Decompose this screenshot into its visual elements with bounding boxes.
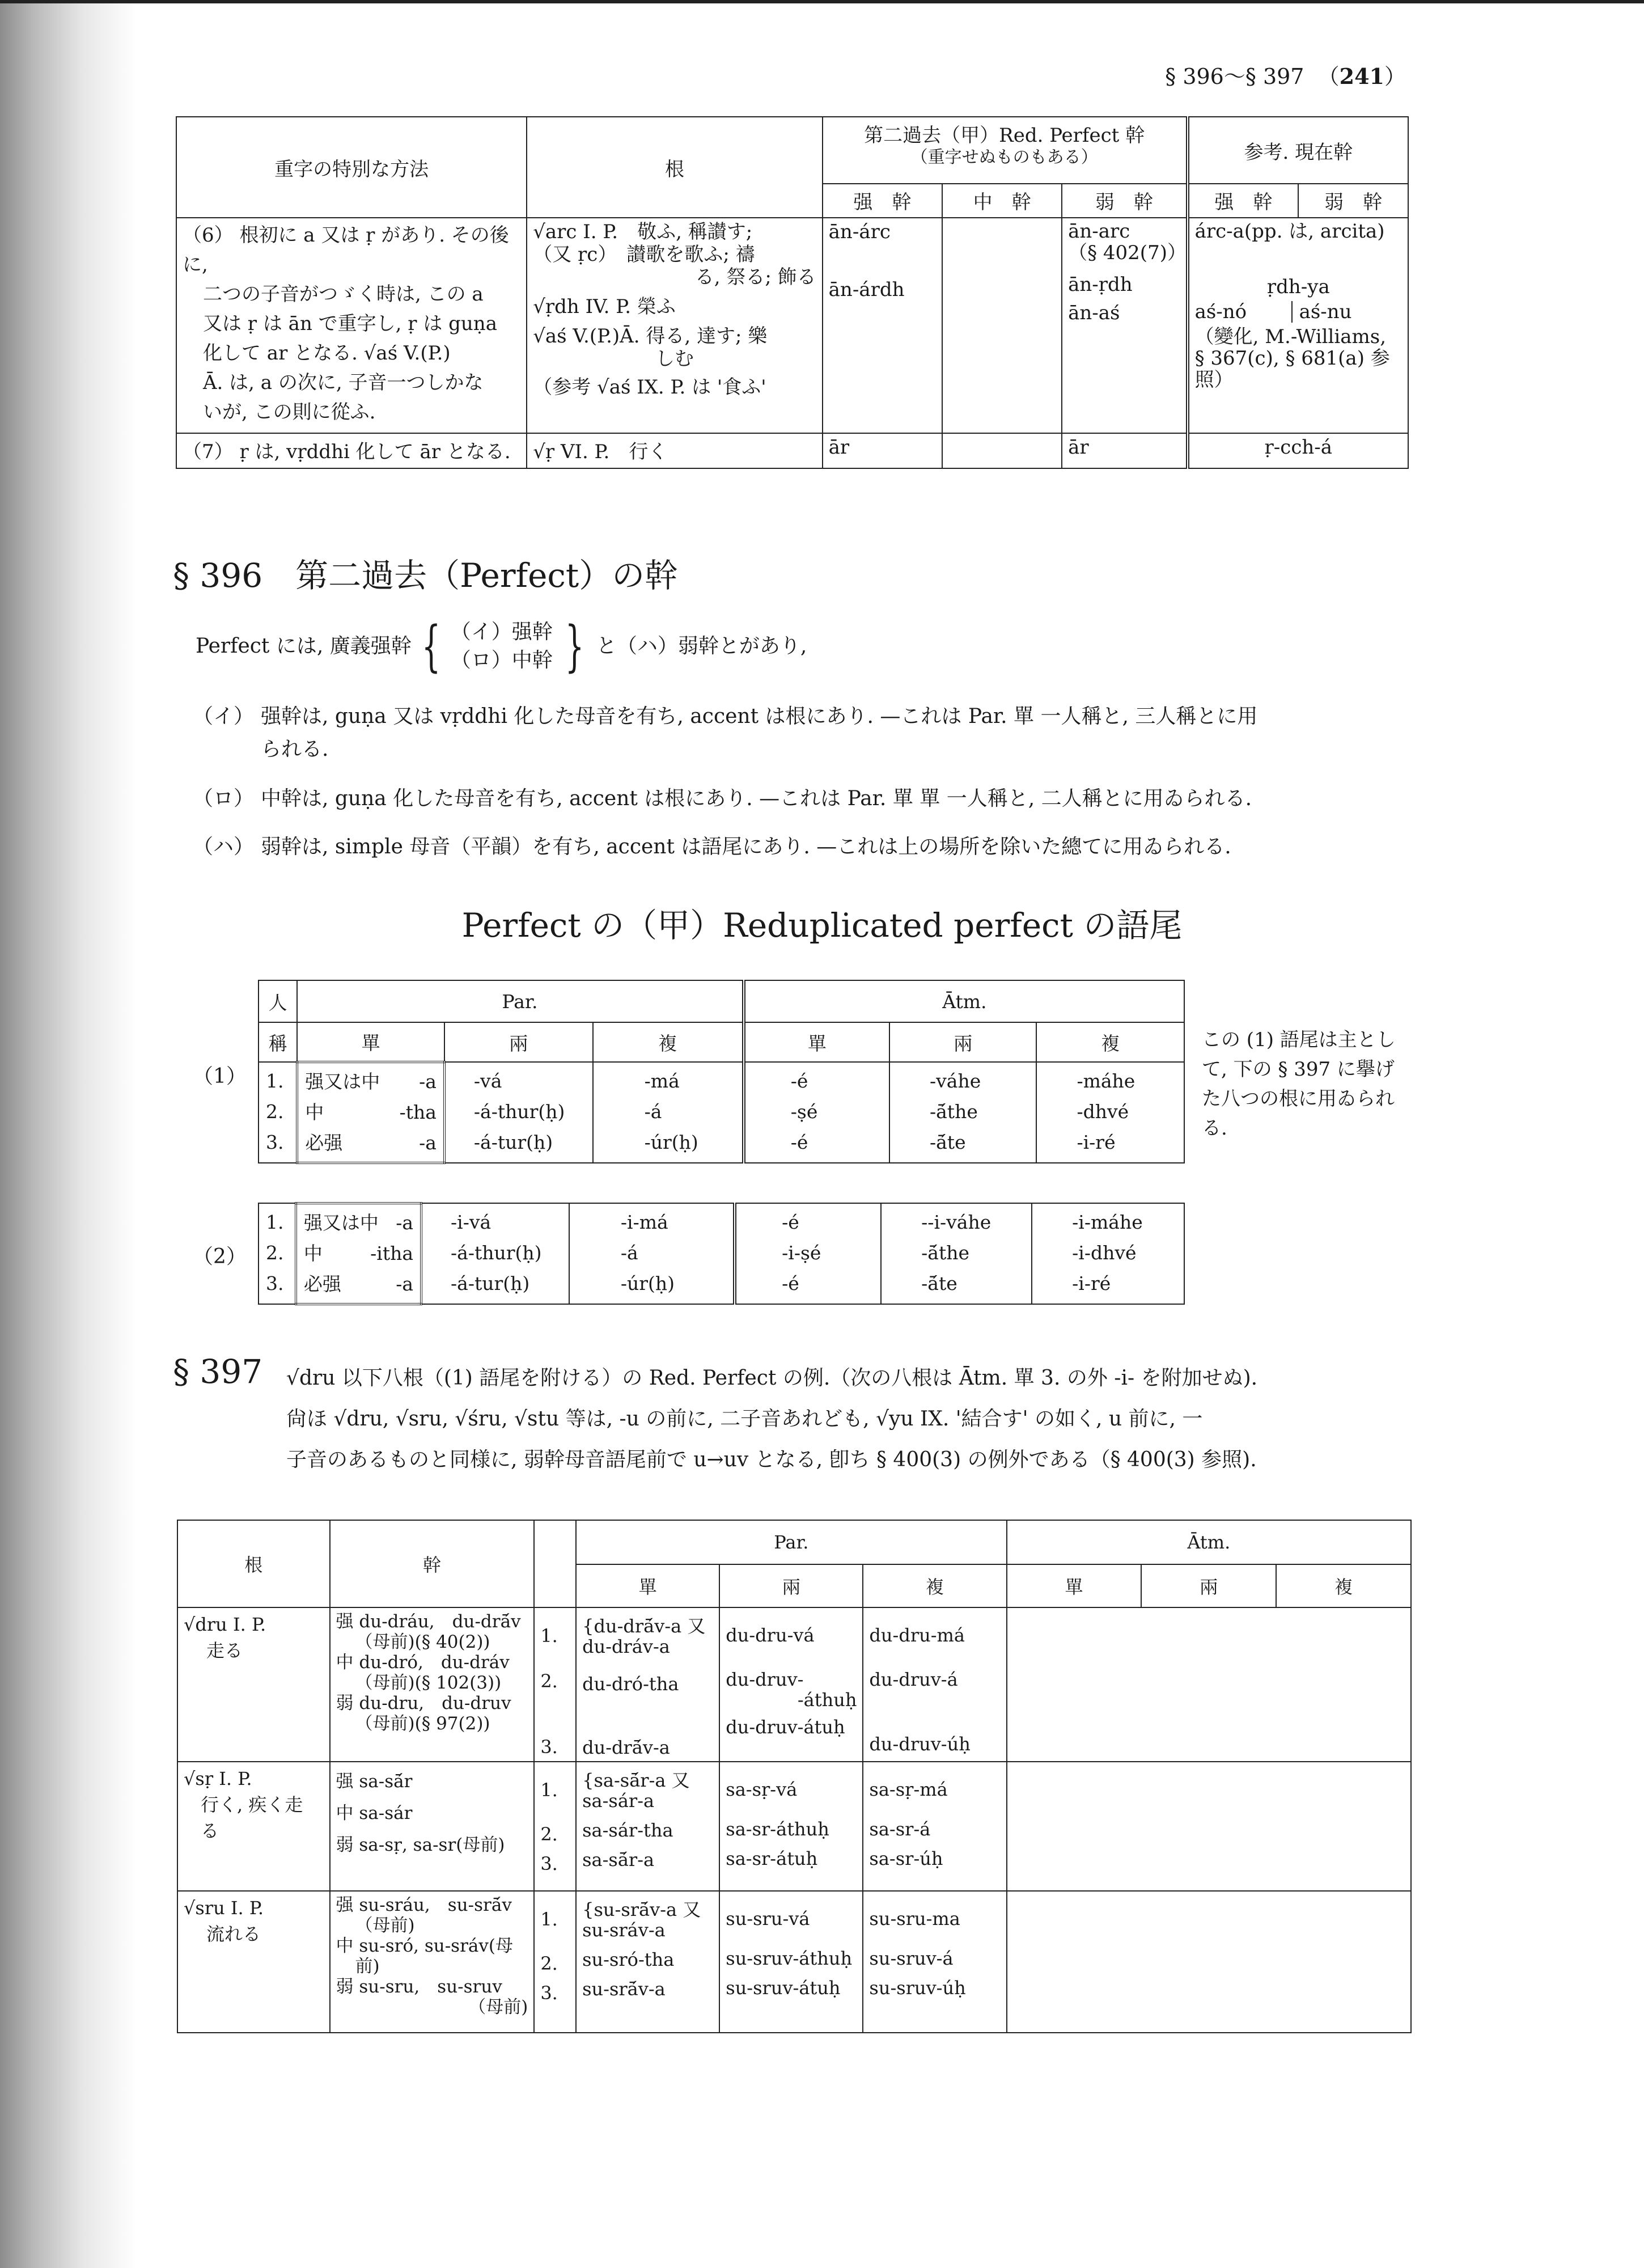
set1-par-sg: 强又は中 -a 中 -tha 必强 -a: [297, 1062, 444, 1163]
sub-middle: 中 幹: [942, 184, 1062, 218]
person-label-top: 人: [259, 980, 297, 1022]
right-brace: }: [565, 615, 584, 678]
set1-atm-du: -váhe -ā́the -ā́te: [889, 1062, 1036, 1163]
ref-strong-form: aś-nó: [1195, 301, 1293, 323]
t3-row-sr-du: sa-sṛ-vá sa-sr-áthuḥ sa-sr-átuḥ: [719, 1762, 863, 1891]
set2-atm-sg: -é -i-ṣé -é: [735, 1203, 881, 1304]
t3-atm-pl: 複: [1276, 1564, 1411, 1607]
t3-row-dru-sg: {du-drā́v-a 又 du-dráv-a du-dró-tha du-drā́v-a: [576, 1607, 719, 1762]
sub-weak: 弱 幹: [1062, 184, 1187, 218]
t3-row-sr-atm: [1007, 1762, 1411, 1891]
set2-label: （2）: [193, 1245, 247, 1268]
t3-par-header: Par.: [576, 1520, 1006, 1564]
t3-row-dru-du: du-dru-vá du-druv- -áthuḥ du-druv-átuḥ: [719, 1607, 863, 1762]
atm-pl-header: 複: [1036, 1022, 1184, 1062]
t3-root-header: 根: [177, 1520, 330, 1607]
t3-row-sru-root: √sru I. P. 流れる: [177, 1891, 330, 2033]
ref-weak-form: aś-nu: [1299, 301, 1352, 323]
special-reduplication-table: [176, 116, 1409, 469]
left-brace: {: [421, 615, 441, 678]
atm-du-header: 兩: [889, 1022, 1036, 1062]
section-397-number: § 397: [173, 1352, 263, 1391]
red-perfect-examples-table: [177, 1520, 1412, 2033]
row6-root: √arc I. P. 敬ふ, 稱讃す; （又 ṛc） 讃歌を歌ふ; 禱 る, 祭る; 飾る √ṛdh IV. P. 榮ふ √aś V.(P.)Ā. 得る, 達す; 樂 しむ （参考 √aś IX. P. は '食ふ': [527, 218, 822, 433]
scan-shadow: [0, 0, 136, 2268]
t3-row-sru-pl: su-sru-ma su-sruv-á su-sruv-úḥ: [863, 1891, 1006, 2033]
set1-par-du: -vá -á-thur(ḥ) -á-tur(ḥ): [444, 1062, 593, 1163]
t3-atm-du: 兩: [1141, 1564, 1276, 1607]
t3-row-dru-root: √dru I. P. 走る: [177, 1607, 330, 1762]
t3-row-dru-pl: du-dru-má du-druv-á du-druv-úḥ: [863, 1607, 1006, 1762]
t3-par-sg: 單: [576, 1564, 719, 1607]
t3-par-pl: 複: [863, 1564, 1006, 1607]
row6-weak: ān-arc （§ 402(7)） ān-ṛdh ān-aś: [1062, 218, 1187, 433]
set2-par-sg: 强又は中 -a 中 -itha 必强 -a: [296, 1203, 421, 1304]
row7-method: （7） ṛ は, vṛddhi 化して ār となる.: [176, 433, 527, 468]
t3-row-dru-stem: 强 du-dráu, du-drā́v （母前)(§ 40(2)) 中 du-dró, du-dráv （母前)(§ 102(3)) 弱 du-dru, du-druv （母前)(§ 97(2)): [330, 1607, 535, 1762]
t3-atm-sg: 單: [1007, 1564, 1142, 1607]
row7-root: √ṛ VI. P. 行く: [527, 433, 822, 468]
set1-label: （1）: [193, 1065, 247, 1088]
set2-atm-pl: -i-máhe -i-dhvé -i-ré: [1032, 1203, 1184, 1304]
set2-par-pl: -i-má -á -úr(ḥ): [569, 1203, 735, 1304]
set1-atm-sg: -é -ṣé -é: [744, 1062, 889, 1163]
row7-weak: ār: [1062, 433, 1187, 468]
t3-row-dru-atm: [1007, 1607, 1411, 1762]
t3-row-sru-atm: [1007, 1891, 1411, 2033]
t3-row-dru-nums: 1. 2. 3.: [534, 1607, 576, 1762]
col-perfect-header: [823, 117, 1188, 184]
perfect-stem-intro: Perfect には, 廣義强幹 { （イ）强幹 （ロ）中幹 } と（ハ）弱幹とがあり,: [196, 615, 807, 678]
atm-header: Ātm.: [744, 980, 1184, 1022]
par-header: Par.: [297, 980, 743, 1022]
set1-numbers: 1. 2. 3.: [259, 1062, 297, 1163]
stem-item-ha: （ハ） 弱幹は, simple 母音（平韻）を有ち, accent は語尾にあり. —これは上の場所を除いた總てに用ゐられる.: [193, 835, 1231, 858]
t3-row-sru-sg: {su-srā́v-a 又 su-sráv-a su-sró-tha su-srā́v-a: [576, 1891, 719, 2033]
page-number: 241: [1339, 64, 1384, 89]
row6-middle: [942, 218, 1062, 433]
t3-row-sru-nums: 1. 2. 3.: [534, 1891, 576, 2033]
col-root-header: 根: [527, 117, 822, 218]
t3-row-sr-sg: {sa-sā́r-a 又 sa-sár-a sa-sár-tha sa-sā́r-a: [576, 1762, 719, 1891]
ref-weak: 弱 幹: [1298, 184, 1408, 218]
t3-row-sru-stem: 强 su-sráu, su-srā́v （母前) 中 su-sró, su-sráv(母 前) 弱 su-sru, su-sruv （母前): [330, 1891, 535, 2033]
section-397-text: √dru 以下八根（(1) 語尾を附ける）の Red. Perfect の例.（次の八根は Ātm. 單 3. の外 -i- を附加せぬ). 尙ほ √dru, √sru, √śru, √stu 等は, -u の前に, 二子音あれども, √yu IX. '結合す' の如く, u 前に, 一 子音のあるものと同様に, 弱幹母音語尾前で u→uv となる, 卽ち § 400(3) の例外である（§ 400(3) 参照).: [286, 1366, 1258, 1471]
atm-sg-header: 單: [744, 1022, 889, 1062]
section-396-title: § 396 第二過去（Perfect）の幹: [173, 556, 678, 595]
par-pl-header: 複: [593, 1022, 744, 1062]
set2-par-du: -i-vá -á-thur(ḥ) -á-tur(ḥ): [421, 1203, 569, 1304]
t3-row-sr-stem: 强 sa-sā́r 中 sa-sár 弱 sa-sṛ, sa-sr(母前): [330, 1762, 535, 1891]
t3-row-sr-nums: 1. 2. 3.: [534, 1762, 576, 1891]
row7-ref: ṛ-cch-á: [1188, 433, 1408, 468]
row7-strong: ār: [823, 433, 943, 468]
col-ref-header: 参考. 現在幹: [1188, 117, 1408, 184]
sub-strong: 强 幹: [823, 184, 943, 218]
set1-par-pl: -má -á -úr(ḥ): [593, 1062, 744, 1163]
page-header: § 396〜§ 397 （241）: [1165, 64, 1406, 89]
stem-item-i: （イ） 强幹は, guṇa 又は vṛddhi 化した母音を有ち, accent は根にあり. —これは Par. 單 一人稱と, 三人稱とに用 られる.: [193, 705, 1258, 761]
header-sections: § 396〜§ 397: [1165, 64, 1304, 89]
t3-row-sr-root: √sṛ I. P. 行く, 疾く走 る: [177, 1762, 330, 1891]
t3-row-sru-du: su-sru-vá su-sruv-áthuḥ su-sruv-átuḥ: [719, 1891, 863, 2033]
t3-num-header: [534, 1520, 576, 1607]
perfect-header-title: 第二過去（甲）Red. Perfect 幹: [864, 124, 1145, 147]
top-rule: [0, 0, 1644, 3]
t3-atm-header: Ātm.: [1007, 1520, 1411, 1564]
stem-item-ro: （ロ） 中幹は, guṇa 化した母音を有ち, accent は根にあり. —これは Par. 單 單 一人稱と, 二人稱とに用ゐられる.: [193, 787, 1252, 810]
row6-strong: ān-árc ān-árdh: [823, 218, 943, 433]
endings-note: この (1) 語尾は主とし て, 下の § 397 に擧げ た八つの根に用ゐられ る.: [1202, 1029, 1396, 1140]
par-sg-header: 單: [297, 1022, 444, 1062]
col-method-header: 重字の特別な方法: [176, 117, 527, 218]
set2-atm-du: --i-váhe -ā́the -ā́te: [881, 1203, 1032, 1304]
par-du-header: 兩: [444, 1022, 593, 1062]
row6-ref: árc-a(pp. は, arcita) ṛdh-ya aś-nó aś-nu （變化, M.-Williams, § 367(c), § 681(a) 参 照）: [1188, 218, 1408, 433]
set1-atm-pl: -máhe -dhvé -i-ré: [1036, 1062, 1184, 1163]
row7-middle: [942, 433, 1062, 468]
endings-table-2: [258, 1202, 1185, 1305]
perfect-header-sub: （重字せぬものもある）: [910, 147, 1098, 167]
person-label-bottom: 稱: [259, 1022, 297, 1062]
endings-title: Perfect の（甲）Reduplicated perfect の語尾: [461, 906, 1183, 945]
set2-numbers: 1. 2. 3.: [259, 1203, 296, 1304]
t3-row-sr-pl: sa-sṛ-má sa-sr-á sa-sr-úḥ: [863, 1762, 1006, 1891]
endings-table-1: [258, 980, 1185, 1164]
row6-method: （6） 根初に a 又は ṛ があり. その後に, 二つの子音がつゞく時は, この a 又は ṛ は ān で重字し, ṛ は guṇa 化して ar となる. √aś V.(P.) Ā. は, a の次に, 子音一つしかな いが, この則に從ふ.: [176, 218, 527, 433]
t3-par-du: 兩: [719, 1564, 863, 1607]
t3-stem-header: 幹: [330, 1520, 535, 1607]
ref-strong: 强 幹: [1188, 184, 1299, 218]
